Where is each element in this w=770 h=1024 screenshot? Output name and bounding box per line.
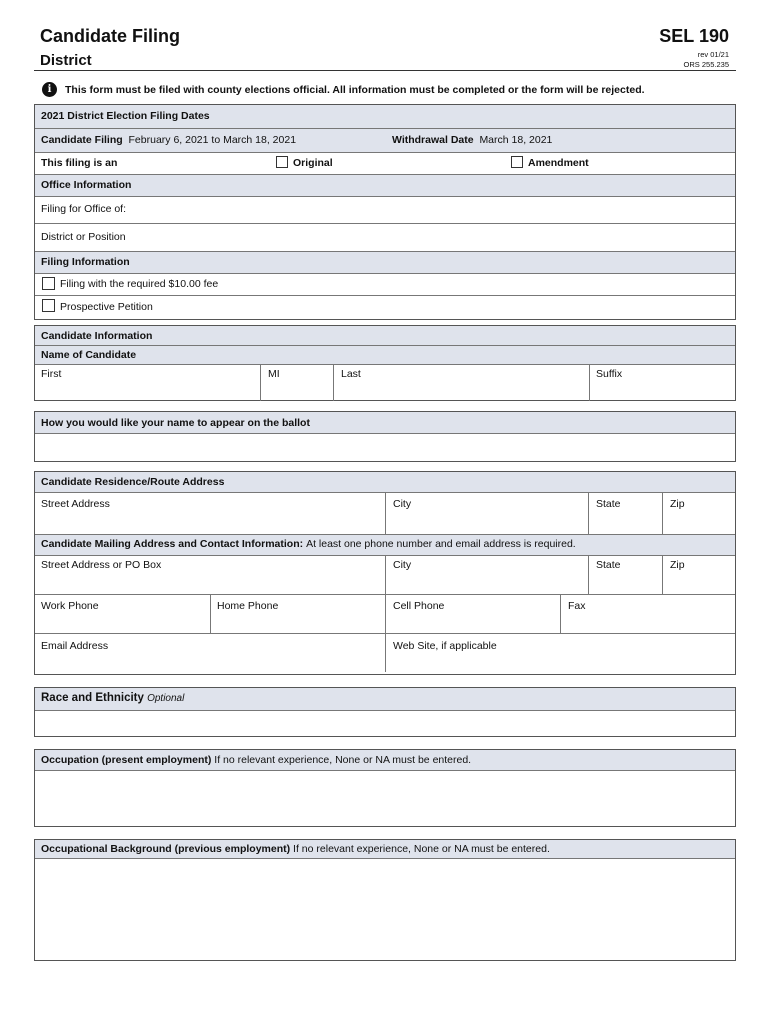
divider [260,364,261,401]
mailing-street-field[interactable]: Street Address or PO Box [41,559,162,571]
background-heading-text: Occupational Background (previous employment) [41,843,291,855]
candidate-filing-value: February 6, 2021 to March 18, 2021 [128,134,297,146]
form-number: SEL 190 [659,26,729,46]
original-label: Original [293,157,333,169]
suffix-field[interactable]: Suffix [596,368,623,380]
mailing-zip-field[interactable]: Zip [670,559,685,571]
occupation-heading [41,754,471,766]
mailing-heading-text: Candidate Mailing Address and Contact Information: [41,538,304,550]
last-name-field[interactable]: Last [341,368,361,380]
divider [588,555,589,594]
email-field[interactable]: Email Address [41,640,109,652]
form-subtitle: District [40,52,92,69]
divider [662,492,663,534]
address-section [34,471,736,675]
petition-label: Prospective Petition [60,301,153,313]
candidate-filing-label: Candidate Filing [41,134,123,146]
notice [42,82,645,97]
statute: ORS 255.235 [683,60,729,69]
divider [35,295,735,296]
filing-info-heading-bar [35,252,735,273]
residence-heading: Candidate Residence/Route Address [41,476,225,488]
ballot-name-field[interactable] [35,434,735,461]
occupation-section [34,749,736,827]
dates-office-section [34,104,736,320]
dates-heading: 2021 District Election Filing Dates [41,110,210,122]
divider [35,633,735,634]
background-heading [41,843,550,855]
withdrawal-label: Withdrawal Date [392,134,474,146]
revision-info [684,50,729,70]
race-heading-text: Race and Ethnicity [41,692,144,704]
race-optional: Optional [147,693,185,704]
mailing-heading [41,538,576,550]
occupation-field[interactable] [35,771,735,826]
race-section [34,687,736,737]
divider [588,492,589,534]
residence-city-field[interactable]: City [393,498,412,510]
occupation-note: If no relevant experience, None or NA must be entered. [214,754,472,766]
residence-zip-field[interactable]: Zip [670,498,685,510]
amendment-label: Amendment [528,157,589,169]
race-field[interactable] [35,711,735,736]
office-heading: Office Information [41,179,132,191]
fax-field[interactable]: Fax [568,600,586,612]
divider [662,555,663,594]
first-name-field[interactable]: First [41,368,62,380]
district-position-field[interactable]: District or Position [41,231,126,243]
candidate-heading: Candidate Information [41,330,153,342]
withdrawal-value: March 18, 2021 [479,134,553,146]
candidate-filing-dates [41,134,296,146]
fee-label: Filing with the required $10.00 fee [60,278,219,290]
amendment-checkbox[interactable] [511,156,523,168]
name-heading: Name of Candidate [41,349,137,361]
divider [35,223,735,224]
divider [385,492,386,534]
office-heading-bar [35,175,735,196]
notice-text: This form must be filed with county elections official. All information must be completed or the form will be rejected. [65,83,645,96]
residence-street-field[interactable]: Street Address [41,498,110,510]
occupation-heading-text: Occupation (present employment) [41,754,212,766]
divider [35,345,735,346]
divider [333,364,334,401]
mailing-note: At least one phone number and email address is required. [306,538,576,550]
race-heading [41,692,184,704]
divider [560,594,561,633]
filing-type-label: This filing is an [41,157,118,169]
divider [210,594,211,633]
work-phone-field[interactable]: Work Phone [41,600,99,612]
middle-initial-field[interactable]: MI [268,368,280,380]
background-field[interactable] [35,859,735,960]
form-title: Candidate Filing [40,26,181,46]
residence-state-field[interactable]: State [596,498,621,510]
candidate-info-section [34,325,736,401]
original-checkbox[interactable] [276,156,288,168]
ballot-name-section [34,411,736,462]
fee-checkbox[interactable] [42,277,55,290]
petition-checkbox[interactable] [42,299,55,312]
ballot-name-heading: How you would like your name to appear on the ballot [41,417,310,429]
mailing-city-field[interactable]: City [393,559,412,571]
divider [35,152,735,153]
withdrawal-date [392,134,552,146]
divider [589,364,590,401]
background-note: If no relevant experience, None or NA must be entered. [293,843,550,855]
header-rule [34,70,736,71]
divider [35,196,735,197]
website-field[interactable]: Web Site, if applicable [393,640,497,652]
mailing-state-field[interactable]: State [596,559,621,571]
revision: rev 01/21 [697,50,729,59]
divider [35,273,735,274]
cell-phone-field[interactable]: Cell Phone [393,600,445,612]
info-icon: i [42,82,57,97]
background-section [34,839,736,961]
filing-for-office-field[interactable]: Filing for Office of: [41,203,127,215]
filing-info-heading: Filing Information [41,256,130,268]
divider [385,555,386,594]
divider [35,364,735,365]
home-phone-field[interactable]: Home Phone [217,600,279,612]
